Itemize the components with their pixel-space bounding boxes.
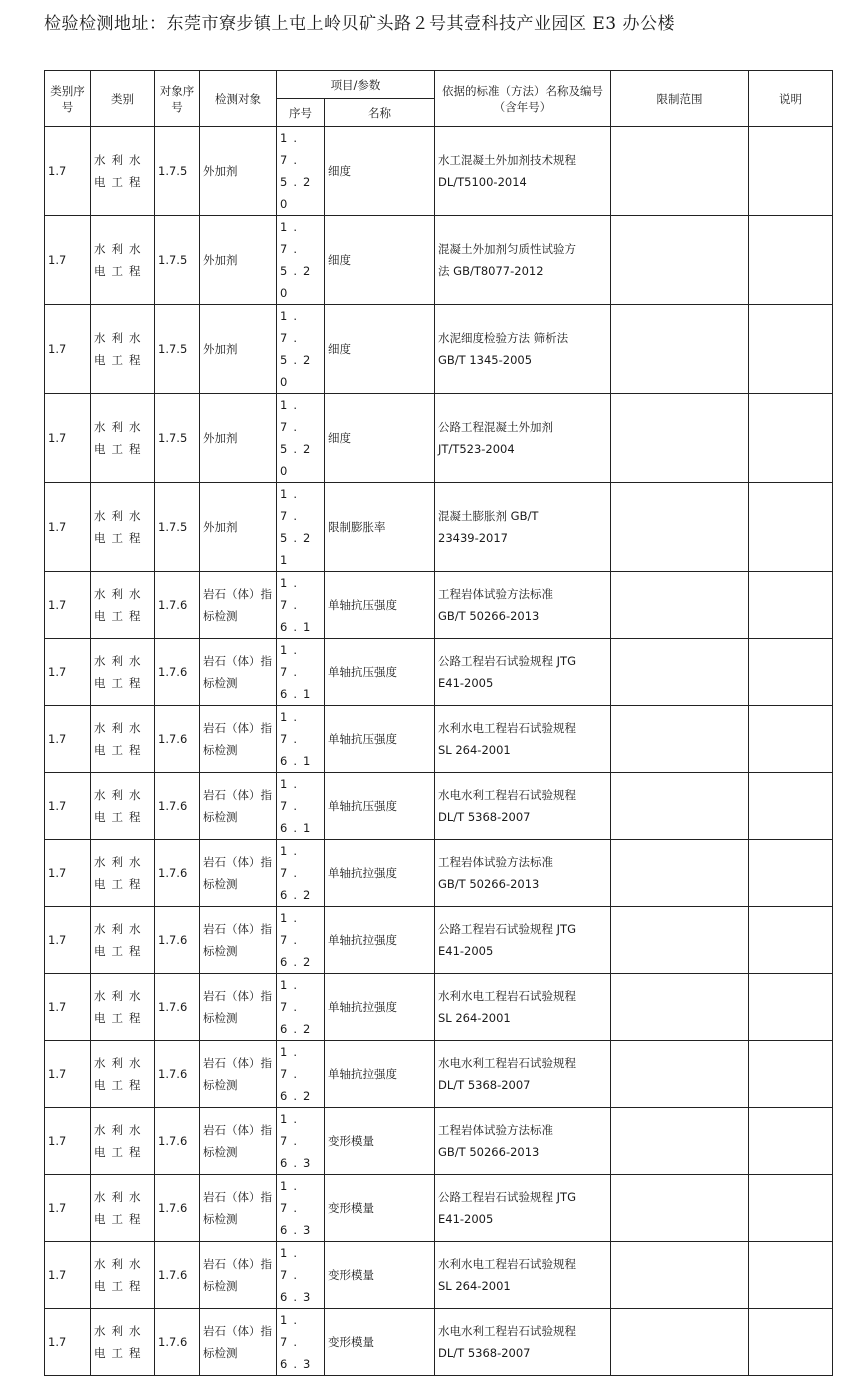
col-header-item-name: 名称 bbox=[325, 99, 435, 127]
standard-line-1: 水电水利工程岩石试验规程 bbox=[438, 1324, 576, 1338]
cell-limit bbox=[611, 305, 749, 394]
standard-line-2: E41-2005 bbox=[438, 676, 494, 690]
cell-category: 水利水电工程 bbox=[91, 572, 155, 639]
standard-line-1: 工程岩体试验方法标准 bbox=[438, 587, 553, 601]
cell-standard bbox=[435, 773, 611, 840]
standard-line-1: 混凝土外加剂匀质性试验方 bbox=[438, 242, 576, 256]
table-row bbox=[45, 305, 833, 394]
cell-object: 外加剂 bbox=[200, 127, 277, 216]
cell-item-no: 1.7.5.20 bbox=[277, 216, 325, 305]
cell-object: 岩石（体）指标检测 bbox=[200, 1309, 277, 1376]
col-header-note: 说明 bbox=[749, 71, 833, 127]
cell-limit bbox=[611, 572, 749, 639]
standard-line-1: 混凝土膨胀剂 GB/T bbox=[438, 509, 539, 523]
cell-object-no: 1.7.5 bbox=[155, 127, 200, 216]
cell-limit bbox=[611, 1108, 749, 1175]
cell-standard bbox=[435, 1309, 611, 1376]
cell-object-no: 1.7.6 bbox=[155, 840, 200, 907]
table-row bbox=[45, 572, 833, 639]
cell-category-no: 1.7 bbox=[45, 639, 91, 706]
cell-category: 水利水电工程 bbox=[91, 974, 155, 1041]
cell-item-name: 细度 bbox=[325, 394, 435, 483]
cell-category: 水利水电工程 bbox=[91, 1242, 155, 1309]
standard-line-2: 23439-2017 bbox=[438, 531, 508, 545]
table-row bbox=[45, 394, 833, 483]
cell-item-name: 细度 bbox=[325, 127, 435, 216]
cell-item-no: 1.7.6.3 bbox=[277, 1108, 325, 1175]
table-row bbox=[45, 1175, 833, 1242]
cell-item-name: 单轴抗压强度 bbox=[325, 572, 435, 639]
cell-item-name: 限制膨胀率 bbox=[325, 483, 435, 572]
standard-line-1: 公路工程岩石试验规程 JTG bbox=[438, 654, 576, 668]
cell-category: 水利水电工程 bbox=[91, 1108, 155, 1175]
cell-note bbox=[749, 706, 833, 773]
cell-item-name: 单轴抗拉强度 bbox=[325, 974, 435, 1041]
cell-note bbox=[749, 1041, 833, 1108]
cell-item-no: 1.7.5.20 bbox=[277, 305, 325, 394]
cell-item-no: 1.7.6.1 bbox=[277, 572, 325, 639]
cell-category: 水利水电工程 bbox=[91, 706, 155, 773]
cell-object-no: 1.7.6 bbox=[155, 706, 200, 773]
col-header-category-no: 类别序号 bbox=[45, 71, 91, 127]
cell-standard bbox=[435, 840, 611, 907]
cell-object-no: 1.7.6 bbox=[155, 639, 200, 706]
cell-item-no: 1.7.5.20 bbox=[277, 127, 325, 216]
standard-line-1: 水利水电工程岩石试验规程 bbox=[438, 989, 576, 1003]
standard-line-2: GB/T 50266-2013 bbox=[438, 1145, 540, 1159]
cell-category-no: 1.7 bbox=[45, 483, 91, 572]
cell-note bbox=[749, 305, 833, 394]
cell-object: 岩石（体）指标检测 bbox=[200, 773, 277, 840]
cell-note bbox=[749, 572, 833, 639]
cell-limit bbox=[611, 639, 749, 706]
cell-standard bbox=[435, 1041, 611, 1108]
cell-category-no: 1.7 bbox=[45, 974, 91, 1041]
cell-note bbox=[749, 773, 833, 840]
cell-note bbox=[749, 974, 833, 1041]
page-header-address: 检验检测地址：东莞市寮步镇上屯上岭贝矿头路２号其壹科技产业园区 E3 办公楼 bbox=[44, 14, 676, 34]
table-row bbox=[45, 974, 833, 1041]
cell-item-name: 单轴抗压强度 bbox=[325, 706, 435, 773]
cell-item-no: 1.7.6.2 bbox=[277, 907, 325, 974]
cell-object-no: 1.7.5 bbox=[155, 305, 200, 394]
cell-standard bbox=[435, 127, 611, 216]
cell-limit bbox=[611, 1041, 749, 1108]
cell-category: 水利水电工程 bbox=[91, 907, 155, 974]
cell-limit bbox=[611, 127, 749, 216]
table-row bbox=[45, 483, 833, 572]
cell-object: 岩石（体）指标检测 bbox=[200, 1242, 277, 1309]
cell-category: 水利水电工程 bbox=[91, 639, 155, 706]
cell-item-name: 单轴抗拉强度 bbox=[325, 907, 435, 974]
table-row bbox=[45, 1041, 833, 1108]
cell-object: 岩石（体）指标检测 bbox=[200, 1175, 277, 1242]
cell-object-no: 1.7.5 bbox=[155, 483, 200, 572]
cell-category: 水利水电工程 bbox=[91, 483, 155, 572]
cell-standard bbox=[435, 305, 611, 394]
table-row bbox=[45, 773, 833, 840]
cell-item-name: 单轴抗拉强度 bbox=[325, 1041, 435, 1108]
standards-table bbox=[44, 70, 833, 1376]
col-header-object: 检测对象 bbox=[200, 71, 277, 127]
standard-line-1: 工程岩体试验方法标准 bbox=[438, 1123, 553, 1137]
table-row bbox=[45, 840, 833, 907]
cell-standard bbox=[435, 639, 611, 706]
standard-line-2: DL/T 5368-2007 bbox=[438, 1078, 531, 1092]
cell-category-no: 1.7 bbox=[45, 1108, 91, 1175]
standard-line-1: 水泥细度检验方法 筛析法 bbox=[438, 331, 569, 345]
cell-item-no: 1.7.6.1 bbox=[277, 773, 325, 840]
cell-item-name: 单轴抗压强度 bbox=[325, 639, 435, 706]
cell-object-no: 1.7.6 bbox=[155, 907, 200, 974]
cell-item-no: 1.7.6.2 bbox=[277, 840, 325, 907]
cell-category-no: 1.7 bbox=[45, 1175, 91, 1242]
standard-line-1: 公路工程岩石试验规程 JTG bbox=[438, 922, 576, 936]
cell-item-no: 1.7.6.3 bbox=[277, 1309, 325, 1376]
table-row bbox=[45, 1309, 833, 1376]
cell-item-no: 1.7.6.3 bbox=[277, 1175, 325, 1242]
cell-category-no: 1.7 bbox=[45, 127, 91, 216]
cell-standard bbox=[435, 1175, 611, 1242]
table-row bbox=[45, 1108, 833, 1175]
cell-object-no: 1.7.6 bbox=[155, 773, 200, 840]
cell-note bbox=[749, 639, 833, 706]
table-row bbox=[45, 907, 833, 974]
cell-item-no: 1.7.5.21 bbox=[277, 483, 325, 572]
col-header-standard: 依据的标准（方法）名称及编号（含年号） bbox=[435, 71, 611, 127]
cell-note bbox=[749, 907, 833, 974]
cell-item-no: 1.7.6.1 bbox=[277, 639, 325, 706]
cell-category: 水利水电工程 bbox=[91, 394, 155, 483]
cell-object: 岩石（体）指标检测 bbox=[200, 974, 277, 1041]
cell-standard bbox=[435, 1108, 611, 1175]
cell-standard bbox=[435, 706, 611, 773]
col-header-category: 类别 bbox=[91, 71, 155, 127]
cell-category-no: 1.7 bbox=[45, 840, 91, 907]
standard-line-2: 法 GB/T8077-2012 bbox=[438, 264, 544, 278]
cell-limit bbox=[611, 706, 749, 773]
cell-object: 岩石（体）指标检测 bbox=[200, 1108, 277, 1175]
cell-item-name: 变形模量 bbox=[325, 1175, 435, 1242]
cell-object-no: 1.7.5 bbox=[155, 394, 200, 483]
cell-object-no: 1.7.6 bbox=[155, 1041, 200, 1108]
col-header-limit: 限制范围 bbox=[611, 71, 749, 127]
cell-limit bbox=[611, 974, 749, 1041]
cell-limit bbox=[611, 907, 749, 974]
cell-object-no: 1.7.6 bbox=[155, 572, 200, 639]
cell-limit bbox=[611, 483, 749, 572]
cell-object: 岩石（体）指标检测 bbox=[200, 706, 277, 773]
col-header-item-param: 项目/参数 bbox=[277, 71, 435, 99]
cell-category-no: 1.7 bbox=[45, 572, 91, 639]
cell-standard bbox=[435, 572, 611, 639]
cell-note bbox=[749, 216, 833, 305]
cell-category: 水利水电工程 bbox=[91, 127, 155, 216]
standard-line-1: 水利水电工程岩石试验规程 bbox=[438, 721, 576, 735]
cell-standard bbox=[435, 1242, 611, 1309]
cell-object: 外加剂 bbox=[200, 305, 277, 394]
cell-limit bbox=[611, 216, 749, 305]
standard-line-2: DL/T5100-2014 bbox=[438, 175, 527, 189]
cell-standard bbox=[435, 483, 611, 572]
cell-category: 水利水电工程 bbox=[91, 305, 155, 394]
cell-note bbox=[749, 1309, 833, 1376]
cell-category: 水利水电工程 bbox=[91, 216, 155, 305]
cell-object-no: 1.7.6 bbox=[155, 1175, 200, 1242]
standard-line-1: 水电水利工程岩石试验规程 bbox=[438, 1056, 576, 1070]
cell-note bbox=[749, 1108, 833, 1175]
standard-line-1: 工程岩体试验方法标准 bbox=[438, 855, 553, 869]
cell-item-no: 1.7.6.3 bbox=[277, 1242, 325, 1309]
col-header-object-no: 对象序号 bbox=[155, 71, 200, 127]
cell-category: 水利水电工程 bbox=[91, 1041, 155, 1108]
cell-limit bbox=[611, 840, 749, 907]
cell-category-no: 1.7 bbox=[45, 216, 91, 305]
col-header-item-no: 序号 bbox=[277, 99, 325, 127]
cell-object-no: 1.7.6 bbox=[155, 1108, 200, 1175]
cell-item-name: 单轴抗压强度 bbox=[325, 773, 435, 840]
standard-line-2: SL 264-2001 bbox=[438, 1011, 511, 1025]
standard-line-2: JT/T523-2004 bbox=[438, 442, 515, 456]
standard-line-1: 水工混凝土外加剂技术规程 bbox=[438, 153, 576, 167]
standard-line-2: GB/T 50266-2013 bbox=[438, 877, 540, 891]
cell-category: 水利水电工程 bbox=[91, 1309, 155, 1376]
standard-line-1: 公路工程混凝土外加剂 bbox=[438, 420, 553, 434]
cell-note bbox=[749, 127, 833, 216]
cell-object: 岩石（体）指标检测 bbox=[200, 639, 277, 706]
standard-line-1: 公路工程岩石试验规程 JTG bbox=[438, 1190, 576, 1204]
cell-category-no: 1.7 bbox=[45, 773, 91, 840]
cell-object: 岩石（体）指标检测 bbox=[200, 840, 277, 907]
cell-note bbox=[749, 483, 833, 572]
cell-item-name: 变形模量 bbox=[325, 1242, 435, 1309]
cell-item-no: 1.7.6.2 bbox=[277, 1041, 325, 1108]
standard-line-2: DL/T 5368-2007 bbox=[438, 810, 531, 824]
cell-category-no: 1.7 bbox=[45, 706, 91, 773]
cell-standard bbox=[435, 394, 611, 483]
cell-note bbox=[749, 1242, 833, 1309]
cell-object: 外加剂 bbox=[200, 483, 277, 572]
table-body bbox=[45, 127, 833, 1376]
cell-limit bbox=[611, 773, 749, 840]
cell-category-no: 1.7 bbox=[45, 907, 91, 974]
cell-item-no: 1.7.6.2 bbox=[277, 974, 325, 1041]
cell-object-no: 1.7.6 bbox=[155, 1242, 200, 1309]
standard-line-1: 水利水电工程岩石试验规程 bbox=[438, 1257, 576, 1271]
cell-object-no: 1.7.5 bbox=[155, 216, 200, 305]
cell-category: 水利水电工程 bbox=[91, 773, 155, 840]
cell-standard bbox=[435, 974, 611, 1041]
cell-item-no: 1.7.6.1 bbox=[277, 706, 325, 773]
cell-note bbox=[749, 1175, 833, 1242]
cell-standard bbox=[435, 907, 611, 974]
cell-item-name: 细度 bbox=[325, 305, 435, 394]
cell-limit bbox=[611, 394, 749, 483]
cell-item-name: 细度 bbox=[325, 216, 435, 305]
cell-category-no: 1.7 bbox=[45, 1041, 91, 1108]
cell-object-no: 1.7.6 bbox=[155, 1309, 200, 1376]
table-row bbox=[45, 127, 833, 216]
cell-category: 水利水电工程 bbox=[91, 1175, 155, 1242]
cell-object: 岩石（体）指标检测 bbox=[200, 907, 277, 974]
standard-line-2: GB/T 1345-2005 bbox=[438, 353, 533, 367]
cell-item-name: 变形模量 bbox=[325, 1108, 435, 1175]
cell-object: 岩石（体）指标检测 bbox=[200, 572, 277, 639]
standard-line-2: E41-2005 bbox=[438, 944, 494, 958]
table-row bbox=[45, 1242, 833, 1309]
cell-object: 岩石（体）指标检测 bbox=[200, 1041, 277, 1108]
cell-object: 外加剂 bbox=[200, 216, 277, 305]
cell-item-no: 1.7.5.20 bbox=[277, 394, 325, 483]
table-row bbox=[45, 216, 833, 305]
cell-item-name: 单轴抗拉强度 bbox=[325, 840, 435, 907]
standard-line-2: SL 264-2001 bbox=[438, 1279, 511, 1293]
cell-category-no: 1.7 bbox=[45, 394, 91, 483]
standard-line-2: DL/T 5368-2007 bbox=[438, 1346, 531, 1360]
table-row bbox=[45, 706, 833, 773]
standard-line-2: GB/T 50266-2013 bbox=[438, 609, 540, 623]
cell-category-no: 1.7 bbox=[45, 1242, 91, 1309]
table-row bbox=[45, 639, 833, 706]
cell-category-no: 1.7 bbox=[45, 305, 91, 394]
cell-limit bbox=[611, 1309, 749, 1376]
standard-line-2: SL 264-2001 bbox=[438, 743, 511, 757]
cell-category-no: 1.7 bbox=[45, 1309, 91, 1376]
standard-line-2: E41-2005 bbox=[438, 1212, 494, 1226]
cell-object-no: 1.7.6 bbox=[155, 974, 200, 1041]
cell-note bbox=[749, 840, 833, 907]
cell-limit bbox=[611, 1242, 749, 1309]
header-row bbox=[45, 71, 833, 99]
cell-standard bbox=[435, 216, 611, 305]
standard-line-1: 水电水利工程岩石试验规程 bbox=[438, 788, 576, 802]
cell-category: 水利水电工程 bbox=[91, 840, 155, 907]
cell-item-name: 变形模量 bbox=[325, 1309, 435, 1376]
cell-note bbox=[749, 394, 833, 483]
cell-limit bbox=[611, 1175, 749, 1242]
cell-object: 外加剂 bbox=[200, 394, 277, 483]
